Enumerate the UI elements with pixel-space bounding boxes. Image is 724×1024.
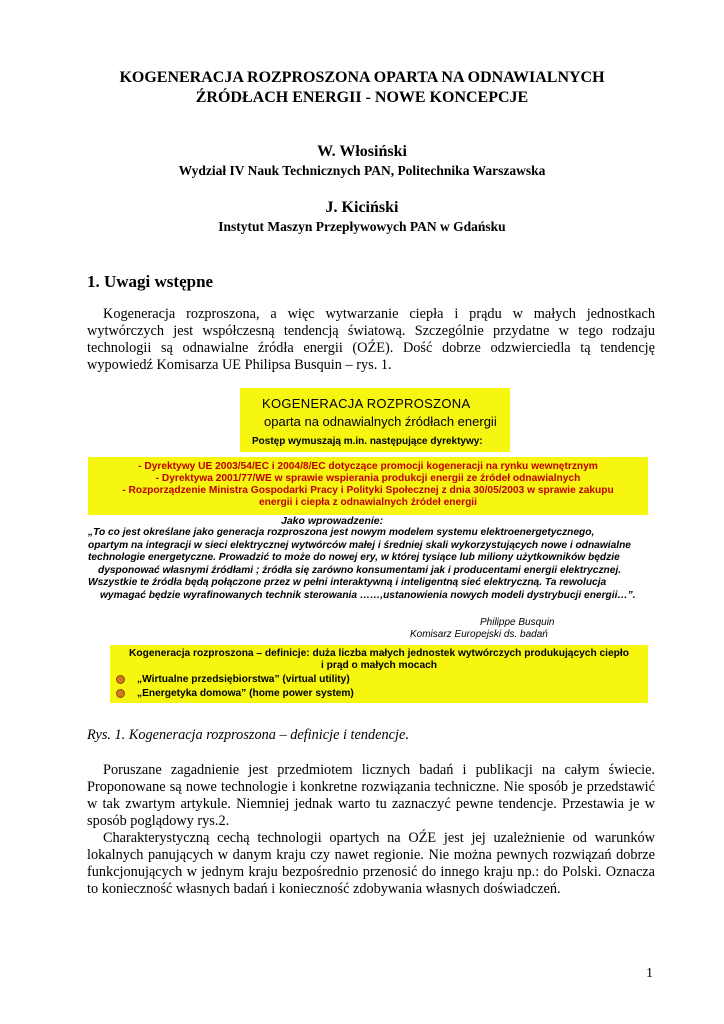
directives-box — [88, 457, 648, 515]
figure-caption: Rys. 1. Kogeneracja rozproszona – definicje i tendencje. — [87, 727, 409, 743]
figure-1 — [85, 385, 657, 715]
page-number: 1 — [646, 966, 653, 981]
busquin-quote — [88, 527, 658, 603]
quote-line: wymagać będzie wyrafinowanych technik sterowania ……,ustanowienia nowych modeli dystrybucji energii…”. — [100, 589, 636, 601]
figure-title-line-1: KOGENERACJA ROZPROSZONA — [262, 396, 471, 411]
section-heading: 1. Uwagi wstępne — [87, 272, 214, 291]
quote-line: „To co jest określane jako generacja rozproszona jest nowym modelem systemu elektroenergetycznego, — [88, 527, 595, 538]
signature-name: Philippe Busquin — [480, 617, 555, 628]
bullet-dot-icon — [116, 675, 125, 684]
bullet-dot-icon — [116, 689, 125, 698]
author-block-2 — [60, 199, 664, 235]
directive-line: - Dyrektywy UE 2003/54/EC i 2004/8/EC dotyczące promocji kogeneracji na rynku wewnętrznym — [138, 461, 598, 472]
signature-role: Komisarz Europejski ds. badań — [410, 629, 548, 640]
paragraph-text: Kogeneracja rozproszona, a więc wytwarzanie ciepła i prądu w małych jednostkach wytwórczych jest współczesną tendencją światową. Szczególnie przydatne w tego rodzaju technologii są odnawialne źródła energii (OŹE). Dość dobrze odzwierciedla tą tendencję wypowiedź Komisarza UE Philipsa Busquin – rys. 1. — [87, 306, 655, 373]
paragraph-intro — [87, 306, 655, 374]
author-affiliation: Instytut Maszyn Przepływowych PAN w Gdańsku — [218, 219, 506, 234]
paper-title — [60, 68, 664, 108]
definition-bullet-2 — [116, 688, 354, 699]
directive-line: energii i ciepła z odnawialnych źródeł energii — [259, 497, 477, 508]
quote-line: Wszystkie te źródła będą połączone przez w pełni interaktywną i inteligentną sieć elektryczną. Ta rewolucja — [88, 577, 607, 589]
figure-title-line-2: oparta na odnawialnych źródłach energii — [264, 414, 497, 429]
definition-bullet-1 — [116, 674, 350, 685]
intro-label: Jako wprowadzenie: — [281, 515, 384, 527]
quote-line: dysponować własnymi źródłami ; źródła się zarówno konsumentami jak i producentami energii elektrycznej. — [98, 564, 622, 576]
definition-line-2: i prąd o małych mocach — [320, 660, 438, 671]
directive-line: - Dyrektywa 2001/77/WE w sprawie wspierania produkcji energii ze źródeł odnawialnych — [155, 473, 581, 484]
title-line-1: KOGENERACJA ROZPROSZONA OPARTA NA ODNAWIALNYCH — [119, 69, 605, 86]
author-block-1 — [60, 143, 664, 179]
title-line-2: ŹRÓDŁACH ENERGII - NOWE KONCEPCJE — [195, 89, 529, 106]
author-name: J. Kiciński — [325, 199, 399, 216]
paragraph-text: Charakterystyczną cechą technologii opartych na OŹE jest jej uzależnienie od warunków lokalnych panujących w danym kraju czy nawet regionie. Nie można pewnych rozwiązań dobrze funkcjonujących w jednym kraju bezpośrednio przenosić do innego kraju np.: do Polski. Oznacza to konieczność własnych badań i konieczność zdobywania własnych doświadczeń. — [87, 830, 655, 897]
definition-line-1: Kogeneracja rozproszona – definicje: duża liczba małych jednostek wytwórczych produkujących ciepło — [129, 648, 629, 659]
figure-title-line-3: Postęp wymuszają m.in. następujące dyrektywy: — [252, 436, 483, 447]
directive-line: - Rozporządzenie Ministra Gospodarki Pracy i Polityki Społecznej z dnia 30/05/2003 w sprawie zakupu — [122, 485, 614, 496]
bullet-text: „Wirtualne przedsiębiorstwa” (virtual utility) — [137, 674, 350, 685]
definition-box — [110, 645, 648, 703]
author-name: W. Włosiński — [317, 143, 407, 160]
paragraph-body — [87, 762, 655, 898]
bullet-text: „Energetyka domowa” (home power system) — [137, 688, 354, 699]
author-affiliation: Wydział IV Nauk Technicznych PAN, Politechnika Warszawska — [178, 163, 546, 178]
figure-title-box — [240, 388, 510, 452]
paragraph-text: Poruszane zagadnienie jest przedmiotem licznych badań i publikacji na całym świecie. Proponowane są nowe technologie i konkretne rozwiązania techniczne. Nie sposób je przedstawić w tak zwartym artykule. Niemniej jednak warto tu zaznaczyć pewne tendencje. Przestawia je w sposób poglądowy rys.2. — [87, 762, 655, 829]
quote-line: technologie energetyczne. Prowadzić to może do nowej ery, w której tysiące lub miliony użytkowników będzie — [88, 552, 620, 564]
definition-text — [118, 648, 640, 672]
quote-line: opartym na integracji w sieci elektrycznej wytwórców małej i średniej skali wykorzystujących nowe i odnawialne — [88, 539, 631, 551]
